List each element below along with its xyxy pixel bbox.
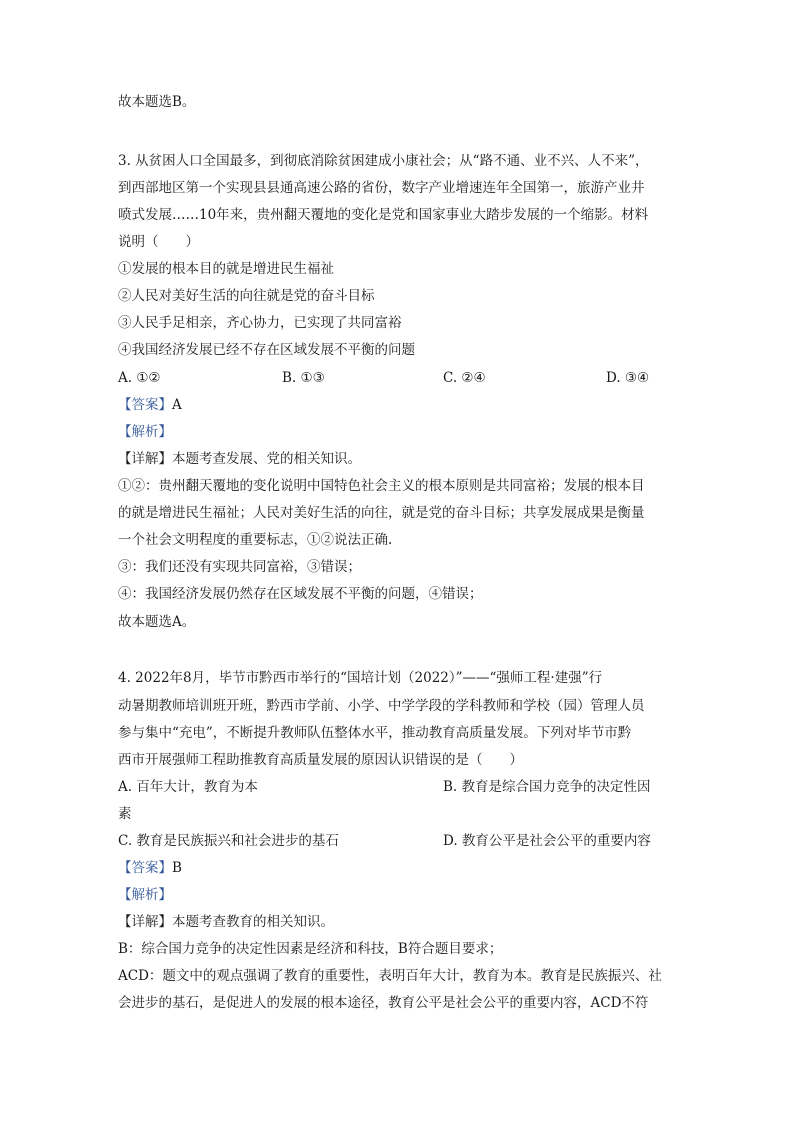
q3-analysis-tag: 【解析】 <box>118 424 172 440</box>
detail-text: 本题考查发展、党的相关知识。 <box>172 451 361 467</box>
q4-detail <box>118 913 334 931</box>
q4-stem-line: 西市开展强师工程助推教育高质量发展的原因认识错误的是（ ） <box>118 752 523 768</box>
q3-explain-line: ③：我们还没有实现共同富裕，③错误； <box>118 559 361 575</box>
q3-option-a: A. ①② <box>118 370 161 386</box>
q3-option-b: B. ①③ <box>282 370 325 386</box>
detail-tag: 【详解】 <box>118 451 172 467</box>
q3-statement: ②人民对美好生活的向往就是党的奋斗目标 <box>118 288 375 304</box>
q3-stem-line: 到西部地区第一个实现县县通高速公路的省份，数字产业增速连年全国第一，旅游产业井 <box>118 180 645 196</box>
q3-stem-line: 3. 从贫困人口全国最多，到彻底消除贫困建成小康社会；从“路不通、业不兴、人不来”， <box>118 153 649 169</box>
q4-option-b: B. 教育是综合国力竞争的决定性因 <box>443 779 651 795</box>
q4-answer <box>118 859 182 877</box>
q3-statement: ③人民手足相亲，齐心协力，已实现了共同富裕 <box>118 315 402 331</box>
q4-explain-line: 会进步的基石，是促进人的发展的根本途径，教育公平是社会公平的重要内容，ACD不符 <box>118 995 649 1011</box>
q4-explain-line: ACD：题文中的观点强调了教育的重要性，表明百年大计，教育为本。教育是民族振兴、社 <box>118 968 662 984</box>
q3-answer <box>118 396 182 414</box>
q3-conclusion: 故本题选A。 <box>118 614 196 630</box>
q4-option-d: D. 教育公平是社会公平的重要内容 <box>443 833 651 849</box>
answer-tag: 【答案】 <box>118 397 172 413</box>
q3-statement: ④我国经济发展已经不存在区域发展不平衡的问题 <box>118 342 415 358</box>
q3-option-d: D. ③④ <box>606 370 650 386</box>
detail-text: 本题考查教育的相关知识。 <box>172 914 334 930</box>
q4-option-c: C. 教育是民族振兴和社会进步的基石 <box>118 833 339 849</box>
q4-explain-line: B：综合国力竞争的决定性因素是经济和科技，B符合题目要求； <box>118 941 503 957</box>
q4-option-a: A. 百年大计，教育为本 <box>118 779 258 795</box>
q2-conclusion: 故本题选B。 <box>118 94 196 110</box>
detail-tag: 【详解】 <box>118 914 172 930</box>
q3-stem-line: 说明（ ） <box>118 234 199 250</box>
q3-statement: ①发展的根本目的就是增进民生福祉 <box>118 261 334 277</box>
q4-stem-line: 动暑期教师培训班开班，黔西市学前、小学、中学学段的学科教师和学校（园）管理人员 <box>118 698 645 714</box>
q4-stem-line: 参与集中“充电”，不断提升教师队伍整体水平，推动教育高质量发展。下列对毕节市黔 <box>118 725 632 741</box>
q4-analysis-tag: 【解析】 <box>118 887 172 903</box>
q3-explain-line: 一个社会文明程度的重要标志，①②说法正确. <box>118 532 393 548</box>
q3-explain-line: ④：我国经济发展仍然存在区域发展不平衡的问题，④错误； <box>118 586 483 602</box>
q3-option-c: C. ②④ <box>443 370 486 386</box>
q3-explain-line: 的就是增进民生福祉；人民对美好生活的向往，就是党的奋斗目标；共享发展成果是衡量 <box>118 505 645 521</box>
answer-tag: 【答案】 <box>118 860 172 876</box>
q4-stem-line: 4. 2022年8月，毕节市黔西市举行的“国培计划（2022）”——“强师工程·建强”行 <box>118 670 603 686</box>
answer-value: A <box>172 397 182 413</box>
q4-option-b-continued: 素 <box>118 806 132 822</box>
q3-explain-line: ①②：贵州翻天覆地的变化说明中国特色社会主义的根本原则是共同富裕；发展的根本目 <box>118 478 645 494</box>
answer-value: B <box>172 860 182 876</box>
q3-detail <box>118 450 361 468</box>
q3-stem-line: 喷式发展……10年来，贵州翻天覆地的变化是党和国家事业大踏步发展的一个缩影。材料 <box>118 207 649 223</box>
